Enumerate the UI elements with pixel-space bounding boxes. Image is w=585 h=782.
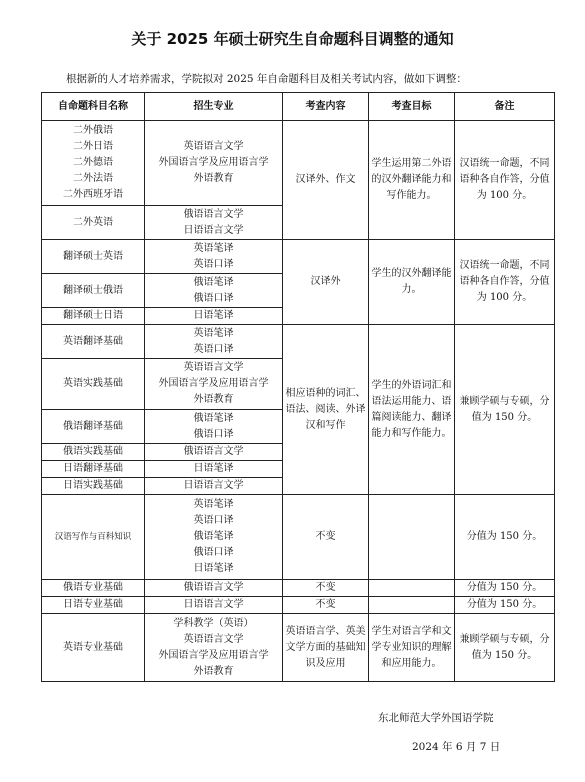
subject-cell: 俄语专业基础 — [42, 580, 145, 597]
major-cell: 英语笔译 英语口译 俄语笔译 俄语口译 日语笔译 — [145, 495, 283, 580]
goal-cell: 学生对语言学和文学专业知识的理解和应用能力。 — [369, 614, 455, 682]
subject-cell: 英语专业基础 — [42, 614, 145, 682]
note-cell: 分值为 150 分。 — [455, 580, 555, 597]
intro-paragraph: 根据新的人才培养需求，学院拟对 2025 年自命题科目及相关考试内容，做如下调整： — [66, 73, 467, 85]
subject-cell: 日语实践基础 — [42, 478, 145, 495]
note-cell: 分值为 150 分。 — [455, 597, 555, 614]
content-cell: 英语语言学、英美文学方面的基础知识及应用 — [283, 614, 369, 682]
subject-cell: 俄语翻译基础 — [42, 410, 145, 444]
major-cell: 俄语笔译 俄语口译 — [145, 410, 283, 444]
subject-cell: 英语翻译基础 — [42, 325, 145, 359]
header-major: 招生专业 — [145, 93, 283, 121]
subject-cell: 汉语写作与百科知识 — [42, 495, 145, 580]
major-cell: 俄语语言文学 — [145, 580, 283, 597]
note-cell: 分值为 150 分。 — [455, 495, 555, 580]
major-cell: 英语语言文学 外国语言学及应用语言学 外语教育 — [145, 359, 283, 410]
issuing-organization: 东北师范大学外国语学院 — [378, 712, 494, 724]
page-title: 关于 2025 年硕士研究生自命题科目调整的通知 — [131, 30, 454, 48]
content-cell: 汉译外 — [283, 240, 369, 325]
subject-cell: 翻译硕士俄语 — [42, 274, 145, 308]
content-cell: 不变 — [283, 495, 369, 580]
issue-date: 2024 年 6 月 7 日 — [412, 741, 501, 753]
table-header-row — [42, 93, 555, 121]
content-cell: 不变 — [283, 580, 369, 597]
table-row — [42, 580, 555, 597]
subject-cell: 日语翻译基础 — [42, 461, 145, 478]
major-cell: 俄语笔译 俄语口译 — [145, 274, 283, 308]
major-cell: 日语笔译 — [145, 461, 283, 478]
content-cell: 汉译外、作文 — [283, 121, 369, 240]
subject-cell: 翻译硕士英语 — [42, 240, 145, 274]
table-row — [42, 597, 555, 614]
goal-cell: 学生的汉外翻译能力。 — [369, 240, 455, 325]
content-cell: 不变 — [283, 597, 369, 614]
header-content: 考查内容 — [283, 93, 369, 121]
goal-cell: 学生的外语词汇和语法运用能力、语篇阅读能力、翻译能力和写作能力。 — [369, 325, 455, 495]
table-row — [42, 614, 555, 682]
subject-cell: 英语实践基础 — [42, 359, 145, 410]
goal-cell: 学生运用第二外语的汉外翻译能力和写作能力。 — [369, 121, 455, 240]
note-cell: 汉语统一命题，不同语种各自作答，分值为 100 分。 — [455, 121, 555, 240]
major-cell: 俄语语言文学 日语语言文学 — [145, 206, 283, 240]
major-cell: 日语笔译 — [145, 308, 283, 325]
goal-cell — [369, 597, 455, 614]
note-cell: 兼顾学硕与专硕，分值为 150 分。 — [455, 325, 555, 495]
subject-cell: 二外英语 — [42, 206, 145, 240]
major-cell: 英语笔译 英语口译 — [145, 240, 283, 274]
subject-cell: 翻译硕士日语 — [42, 308, 145, 325]
table-row — [42, 325, 555, 359]
note-cell: 汉语统一命题，不同语种各自作答，分值为 100 分。 — [455, 240, 555, 325]
note-cell: 兼顾学硕与专硕，分值为 150 分。 — [455, 614, 555, 682]
content-cell: 相应语种的词汇、语法、阅读、外译汉和写作 — [283, 325, 369, 495]
table-row — [42, 240, 555, 274]
subject-cell: 二外俄语 二外日语 二外德语 二外法语 二外西班牙语 — [42, 121, 145, 206]
subject-cell: 日语专业基础 — [42, 597, 145, 614]
major-cell: 日语语言文学 — [145, 478, 283, 495]
header-note: 备注 — [455, 93, 555, 121]
goal-cell — [369, 495, 455, 580]
header-subject: 自命题科目名称 — [42, 93, 145, 121]
goal-cell — [369, 580, 455, 597]
subject-cell: 俄语实践基础 — [42, 444, 145, 461]
major-cell: 俄语语言文学 — [145, 444, 283, 461]
header-goal: 考查目标 — [369, 93, 455, 121]
major-cell: 英语语言文学 外国语言学及应用语言学 外语教育 — [145, 121, 283, 206]
major-cell: 英语笔译 英语口译 — [145, 325, 283, 359]
major-cell: 日语语言文学 — [145, 597, 283, 614]
table-row — [42, 121, 555, 206]
subject-adjustment-table — [41, 92, 555, 682]
major-cell: 学科教学（英语） 英语语言文学 外国语言学及应用语言学 外语教育 — [145, 614, 283, 682]
table-row — [42, 495, 555, 580]
